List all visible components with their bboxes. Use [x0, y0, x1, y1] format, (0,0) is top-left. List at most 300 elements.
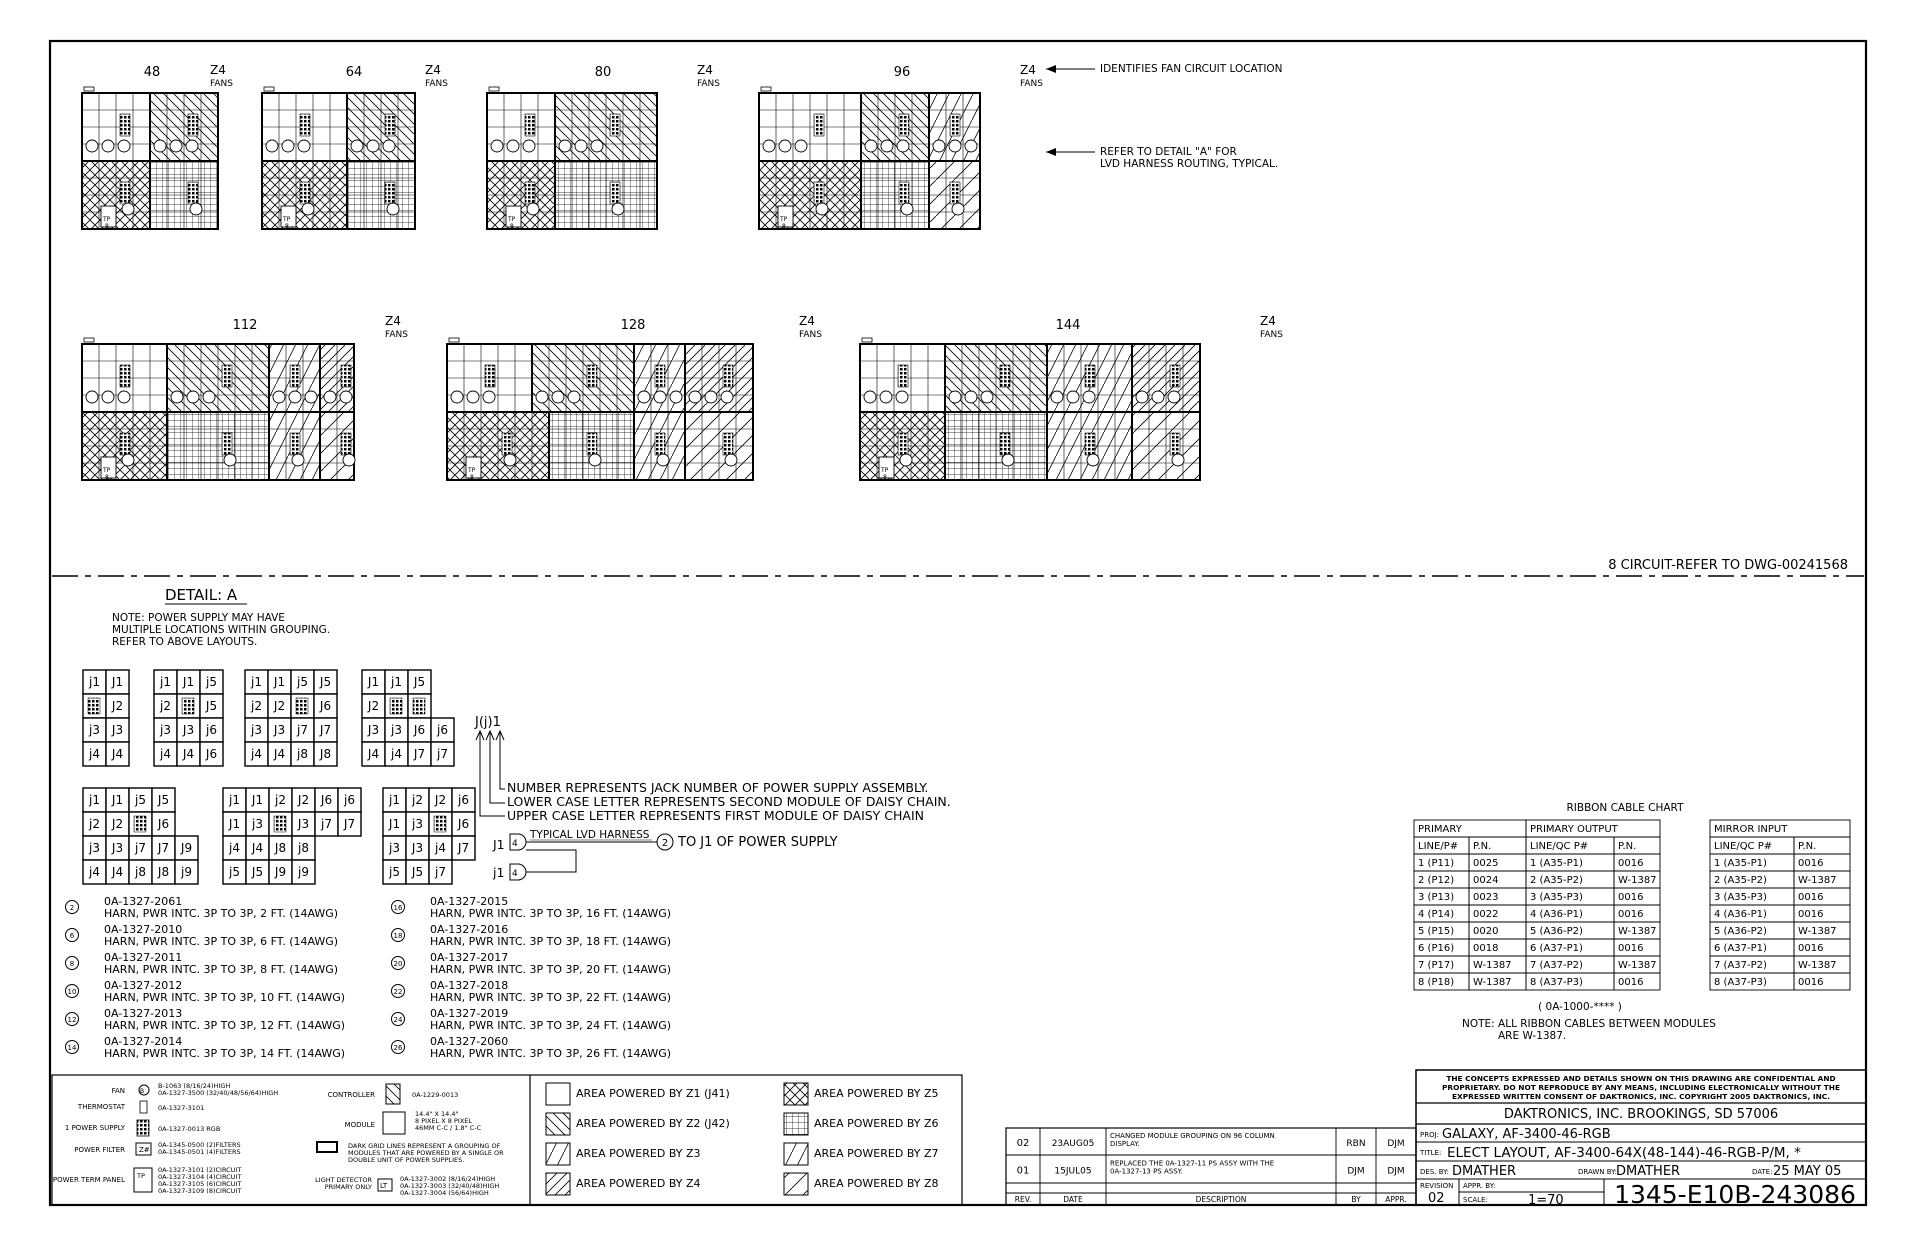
power-supply-icon	[1085, 433, 1095, 455]
layout-96	[759, 87, 980, 230]
fan-icon	[795, 140, 807, 152]
area-legend-item	[784, 1113, 939, 1135]
jack-label: j2	[160, 699, 171, 713]
ribbon-group-label: PRIMARY	[1418, 824, 1462, 835]
jack-label: j4	[391, 747, 402, 761]
ribbon-header: P.N.	[1618, 841, 1637, 852]
jack-label: j5	[229, 865, 240, 879]
jack-label: J5	[205, 699, 218, 713]
fan-icon	[881, 140, 893, 152]
harness-number: 12	[67, 1016, 77, 1024]
jack-label: J6	[413, 723, 426, 737]
harness-number: 18	[393, 932, 403, 940]
power-supply-icon	[502, 433, 512, 455]
power-supply-icon	[587, 365, 597, 387]
power-supply-icon	[300, 114, 310, 136]
tp-label: TP	[508, 216, 516, 223]
tp-number: 8	[782, 223, 786, 230]
fan-icon	[568, 391, 580, 403]
harness-number: 10	[67, 988, 77, 996]
power-supply-icon	[655, 365, 665, 387]
power-term-pn-1: 0A-1327-3101 (2)CIRCUIT	[158, 1166, 242, 1174]
harness-desc: HARN, PWR INTC. 3P TO 3P, 8 FT. (14AWG)	[104, 963, 339, 976]
power-supply-icon	[814, 114, 824, 136]
ribbon-value: 5 (A36-P2)	[1530, 926, 1583, 937]
power-term-label: POWER TERM PANEL	[52, 1176, 125, 1184]
ribbon-value: 0016	[1618, 892, 1644, 903]
jack-label: J4	[251, 841, 264, 855]
harness-item	[392, 1035, 672, 1060]
ribbon-value: 3 (A35-P3)	[1530, 892, 1583, 903]
fan-icon	[897, 140, 909, 152]
power-term-pn-2: 0A-1327-3104 (4)CIRCUIT	[158, 1173, 242, 1181]
harness-circle-icon	[527, 203, 539, 215]
jack-label: J7	[457, 841, 470, 855]
light-detector-pn-2: 0A-1327-3003 (32/40/48)HIGH	[400, 1182, 500, 1190]
jack-label: j4	[229, 841, 240, 855]
ribbon-value: 1 (A35-P1)	[1530, 858, 1583, 869]
scale-label: SCALE:	[1463, 1196, 1488, 1204]
fan-icon	[779, 140, 791, 152]
jack-label: J1	[367, 675, 380, 689]
ribbon-note-2: ARE W-1387.	[1498, 1030, 1567, 1042]
ribbon-value: 2 (A35-P2)	[1530, 875, 1583, 886]
fan-icon	[864, 391, 876, 403]
harness-pn: 0A-1327-2010	[104, 923, 183, 936]
ribbon-value: 0016	[1618, 977, 1644, 988]
power-supply-icon	[188, 182, 198, 204]
fan-icon	[523, 140, 535, 152]
ribbon-value: 6 (A37-P1)	[1530, 943, 1583, 954]
harness-circle-icon	[224, 454, 236, 466]
power-supply-icon	[525, 182, 535, 204]
power-supply-icon	[899, 114, 909, 136]
confidential-1: THE CONCEPTS EXPRESSED AND DETAILS SHOWN ON THIS DRAWING ARE CONFIDENTIAL AND	[1446, 1074, 1836, 1083]
power-supply-icon	[296, 698, 308, 714]
appr-label: APPR. BY:	[1463, 1182, 1496, 1190]
jack-grid	[83, 788, 198, 884]
j1-lower-label: j1	[493, 865, 505, 880]
jack-label: J2	[367, 699, 380, 713]
power-supply-icon	[390, 698, 402, 714]
harness-pn: 0A-1327-2061	[104, 895, 183, 908]
jack-label: J7	[413, 747, 426, 761]
layout-64	[262, 87, 415, 230]
ribbon-value: W-1387	[1618, 875, 1657, 886]
ribbon-value: 7 (P17)	[1418, 960, 1455, 971]
ribbon-value: 2 (P12)	[1418, 875, 1455, 886]
jack-label: j1	[389, 793, 400, 807]
fan-icon	[1136, 391, 1148, 403]
jack-label: J4	[182, 747, 195, 761]
fan-icon	[118, 391, 130, 403]
fan-icon	[170, 140, 182, 152]
power-supply-icon	[188, 114, 198, 136]
fan-icon	[154, 140, 166, 152]
fan-icon	[552, 391, 564, 403]
power-supply-icon	[300, 182, 310, 204]
jack-label: J8	[157, 865, 170, 879]
fans-label: FANS	[1260, 330, 1283, 340]
ribbon-value: 7 (A37-P2)	[1714, 960, 1767, 971]
lt-symbol: LT	[380, 1182, 388, 1190]
power-supply-icon	[120, 365, 130, 387]
fan-icon	[1051, 391, 1063, 403]
company-line: DAKTRONICS, INC. BROOKINGS, SD 57006	[1503, 1107, 1779, 1122]
jack-label: j3	[89, 723, 100, 737]
fans-label: FANS	[210, 79, 233, 89]
fan-icon	[638, 391, 650, 403]
rev-by: RBN	[1346, 1139, 1366, 1149]
area-swatch	[784, 1083, 808, 1105]
des-label: DES. BY:	[1420, 1168, 1449, 1176]
harness-circle-icon	[952, 203, 964, 215]
ribbon-value: 0020	[1473, 926, 1499, 937]
fan-icon	[483, 391, 495, 403]
jack-label: j3	[89, 841, 100, 855]
jack-label: J1	[111, 793, 124, 807]
area-legend-item	[546, 1143, 701, 1165]
scale-value: 1=70	[1528, 1193, 1564, 1208]
power-supply-icon	[120, 433, 130, 455]
jack-label: j8	[297, 747, 308, 761]
ribbon-pn-prefix: ( 0A-1000-**** )	[1538, 1001, 1622, 1013]
fan-icon	[507, 140, 519, 152]
harness-pn: 0A-1327-2011	[104, 951, 183, 964]
jack-label: j1	[89, 793, 100, 807]
jack-label: J4	[111, 747, 124, 761]
power-supply-icon	[120, 114, 130, 136]
harness-circle-icon	[589, 454, 601, 466]
dark-grid-note-3: DOUBLE UNIT OF POWER SUPPLIES.	[348, 1156, 465, 1164]
jack-label: j2	[251, 699, 262, 713]
light-detector-pn-3: 0A-1327-3004 (56/64)HIGH	[400, 1189, 489, 1197]
jack-label: j7	[321, 817, 332, 831]
controller-icon	[386, 1084, 400, 1104]
jack-label: j5	[206, 675, 217, 689]
fans-label: FANS	[385, 330, 408, 340]
controller-icon	[449, 338, 459, 342]
jack-label: j9	[298, 865, 309, 879]
tp-number: 8	[883, 474, 887, 481]
arrow-left-icon	[1046, 65, 1056, 73]
ribbon-value: 5 (P15)	[1418, 926, 1455, 937]
fan-icon	[273, 391, 285, 403]
to-j1-label: TO J1 OF POWER SUPPLY	[678, 835, 838, 850]
callout-fan-circuit: IDENTIFIES FAN CIRCUIT LOCATION	[1100, 63, 1283, 75]
fans-label: FANS	[697, 79, 720, 89]
harness-pn: 0A-1327-2017	[430, 951, 509, 964]
jack-label: J5	[413, 675, 426, 689]
fan-icon	[896, 391, 908, 403]
fan-icon	[1083, 391, 1095, 403]
jack-label: J2	[111, 699, 124, 713]
jack-legend	[474, 715, 951, 880]
harness-item	[392, 1007, 672, 1032]
ribbon-value: W-1387	[1618, 926, 1657, 937]
harness-item	[392, 923, 672, 948]
jack-grid	[83, 670, 129, 766]
jack-label: J7	[343, 817, 356, 831]
harness-num-2: 2	[661, 838, 669, 849]
harness-pn: 0A-1327-2012	[104, 979, 183, 992]
confidential-2: PROPRIETARY. DO NOT REPRODUCE BY ANY MEANS, INCLUDING ELECTRONICALLY WITHOUT THE	[1442, 1083, 1840, 1092]
module-spec-2: 8 PIXEL X 8 PIXEL	[415, 1117, 473, 1125]
jack-grids	[83, 670, 475, 884]
rev-header: BY	[1351, 1195, 1361, 1204]
jack-label: j6	[206, 723, 217, 737]
harness-item	[66, 923, 339, 948]
ribbon-value: 6 (A37-P1)	[1714, 943, 1767, 954]
jack-label: j5	[389, 865, 400, 879]
z4-label: Z4	[425, 63, 441, 77]
power-supply-icon	[434, 816, 446, 832]
fan-icon	[491, 140, 503, 152]
ribbon-value: 0016	[1618, 858, 1644, 869]
area-legend-item	[784, 1083, 939, 1105]
designed-by: DMATHER	[1452, 1164, 1517, 1179]
rev-desc-2: DISPLAY.	[1110, 1140, 1140, 1148]
callouts	[1046, 63, 1848, 573]
layout-label-64: 64	[345, 65, 363, 80]
rev-header: APPR.	[1385, 1195, 1407, 1204]
rev-date: 23AUG05	[1051, 1139, 1095, 1149]
area-swatch	[784, 1173, 808, 1195]
fan-icon	[305, 391, 317, 403]
harness-desc: HARN, PWR INTC. 3P TO 3P, 12 FT. (14AWG)	[104, 1019, 346, 1032]
power-supply-icon	[1000, 365, 1010, 387]
jack-label: j1	[89, 675, 100, 689]
harness-item	[66, 1035, 346, 1060]
ribbon-header: P.N.	[1473, 841, 1492, 852]
legend-lowercase: LOWER CASE LETTER REPRESENTS SECOND MODULE OF DAISY CHAIN.	[507, 794, 951, 809]
jack-grid	[383, 788, 475, 884]
drawn-by: DMATHER	[1616, 1164, 1681, 1179]
z4-label: Z4	[1020, 63, 1036, 77]
ribbon-value: 4 (A36-P1)	[1714, 909, 1767, 920]
harness-circle-icon	[901, 203, 913, 215]
fan-icon	[367, 140, 379, 152]
area-legend-item	[546, 1173, 701, 1195]
harness-number: 2	[69, 904, 75, 912]
fan-icon	[933, 140, 945, 152]
drawing-number: 1345-E10B-243086	[1614, 1180, 1856, 1209]
ribbon-value: 7 (A37-P2)	[1530, 960, 1583, 971]
harness-number: 22	[393, 988, 403, 996]
jack-label: J9	[274, 865, 287, 879]
harness-circle-icon	[725, 454, 737, 466]
layout-112	[82, 338, 355, 481]
jack-label: J2	[297, 793, 310, 807]
display-layouts	[82, 87, 1200, 481]
tp-number: 8	[105, 223, 109, 230]
jack-grid	[362, 670, 454, 766]
ribbon-value: 0022	[1473, 909, 1499, 920]
module-icon	[383, 1112, 405, 1134]
fan-icon	[102, 140, 114, 152]
power-filter-pn-1: 0A-1345-0500 (2)FILTERS	[158, 1141, 241, 1149]
ribbon-group-label: PRIMARY OUTPUT	[1530, 824, 1618, 835]
power-supply-label: 1 POWER SUPPLY	[64, 1124, 125, 1132]
jack-label: J1	[273, 675, 286, 689]
power-supply-icon	[899, 182, 909, 204]
jack-label: J1	[182, 675, 195, 689]
fan-icon	[451, 391, 463, 403]
jack-label: J9	[180, 841, 193, 855]
thermostat-pn: 0A-1327-3101	[158, 1104, 205, 1112]
power-supply-icon	[222, 365, 232, 387]
jack-label: J1	[388, 817, 401, 831]
ribbon-value: 0025	[1473, 858, 1499, 869]
power-supply-icon	[182, 698, 194, 714]
harness-circle-icon	[122, 454, 134, 466]
dark-grid-note-1: DARK GRID LINES REPRESENT A GROUPING OF	[348, 1142, 501, 1150]
jack-label: J5	[251, 865, 264, 879]
fan-icon	[324, 391, 336, 403]
fan-icon	[467, 391, 479, 403]
area-label: AREA POWERED BY Z2 (J42)	[576, 1117, 730, 1130]
harness-circle-icon	[1087, 454, 1099, 466]
fan-icon	[654, 391, 666, 403]
jack-label: j1	[229, 793, 240, 807]
jack-label: J1	[251, 793, 264, 807]
area-legend	[546, 1083, 939, 1195]
controller-pn: 0A-1229-0013	[412, 1091, 459, 1099]
power-supply-icon	[525, 114, 535, 136]
detail-note-2: MULTIPLE LOCATIONS WITHIN GROUPING.	[112, 624, 331, 636]
harness-desc: HARN, PWR INTC. 3P TO 3P, 24 FT. (14AWG)	[430, 1019, 672, 1032]
jack-label: j3	[412, 817, 423, 831]
jack-num-4: 4	[512, 869, 518, 879]
jack-label: J2	[273, 699, 286, 713]
rev-by: DJM	[1347, 1166, 1365, 1177]
jack-num-4: 4	[512, 839, 518, 849]
ribbon-value: W-1387	[1798, 960, 1837, 971]
arrow-left-icon	[1046, 148, 1056, 156]
fan-icon	[705, 391, 717, 403]
fan-icon	[965, 140, 977, 152]
area-swatch	[546, 1113, 570, 1135]
harness-circle-icon	[816, 203, 828, 215]
rev-date: 15JUL05	[1054, 1166, 1092, 1177]
layout-label-80: 80	[594, 65, 612, 80]
jack-label: j5	[297, 675, 308, 689]
harness-circle-icon	[190, 203, 202, 215]
harness-desc: HARN, PWR INTC. 3P TO 3P, 6 FT. (14AWG)	[104, 935, 339, 948]
fan-icon	[1168, 391, 1180, 403]
harness-desc: HARN, PWR INTC. 3P TO 3P, 20 FT. (14AWG)	[430, 963, 672, 976]
ribbon-header: LINE/P#	[1418, 841, 1459, 852]
rev-header: REV.	[1014, 1195, 1032, 1204]
power-supply-icon	[723, 433, 733, 455]
jack-label: j4	[435, 841, 446, 855]
jack-label: J5	[411, 865, 424, 879]
jack-label: J4	[111, 865, 124, 879]
harness-desc: HARN, PWR INTC. 3P TO 3P, 22 FT. (14AWG)	[430, 991, 672, 1004]
ribbon-value: 4 (A36-P1)	[1530, 909, 1583, 920]
rev-number: 02	[1016, 1138, 1030, 1149]
harness-number: 6	[69, 932, 75, 940]
module-spec-3: 46MM C-C / 1.8" C-C	[415, 1124, 482, 1132]
module-spec-1: 14.4" X 14.4"	[415, 1110, 459, 1118]
project-name: GALAXY, AF-3400-46-RGB	[1442, 1127, 1611, 1142]
harness-desc: HARN, PWR INTC. 3P TO 3P, 16 FT. (14AWG)	[430, 907, 672, 920]
thermostat-label: THERMOSTAT	[77, 1103, 125, 1111]
power-supply-icon	[610, 182, 620, 204]
fans-label: FANS	[425, 79, 448, 89]
ribbon-value: 2 (A35-P2)	[1714, 875, 1767, 886]
fan-icon	[351, 140, 363, 152]
circuit-reference: 8 CIRCUIT-REFER TO DWG-00241568	[1608, 558, 1848, 573]
ribbon-value: 4 (P14)	[1418, 909, 1455, 920]
harness-circle-icon	[302, 203, 314, 215]
harness-pn: 0A-1327-2013	[104, 1007, 183, 1020]
ribbon-header: LINE/QC P#	[1530, 841, 1589, 852]
harness-number: 24	[393, 1016, 403, 1024]
controller-icon	[489, 87, 499, 91]
harness-pn: 0A-1327-2060	[430, 1035, 509, 1048]
layout-label-144: 144	[1055, 318, 1081, 333]
detail-a	[112, 586, 330, 648]
ribbon-cable-chart	[1414, 802, 1850, 1042]
jack-label: J8	[274, 841, 287, 855]
jack-label: J8	[319, 747, 332, 761]
power-supply-icon	[290, 365, 300, 387]
z4-label: Z4	[385, 314, 401, 328]
power-supply-icon	[950, 182, 960, 204]
fan-icon	[340, 391, 352, 403]
harness-item	[66, 895, 339, 920]
ribbon-value: 0023	[1473, 892, 1499, 903]
power-supply-icon	[137, 1120, 149, 1136]
date-label: DATE:	[1752, 1168, 1773, 1176]
fan-icon	[949, 140, 961, 152]
jack-label: J1	[228, 817, 241, 831]
fan-icon	[559, 140, 571, 152]
thermostat-icon	[140, 1101, 147, 1113]
fan-icon	[689, 391, 701, 403]
harness-item	[392, 979, 672, 1004]
power-supply-icon	[485, 365, 495, 387]
ribbon-value: 8 (P18)	[1418, 977, 1455, 988]
jack-label: j7	[135, 841, 146, 855]
z4-label: Z4	[210, 63, 226, 77]
fan-icon	[289, 391, 301, 403]
jack-label: j3	[252, 817, 263, 831]
fan-icon	[721, 391, 733, 403]
harness-item	[392, 895, 672, 920]
drawing-title: ELECT LAYOUT, AF-3400-64X(48-144)-46-RGB-P/M, *	[1447, 1145, 1801, 1161]
power-supply-icon	[814, 182, 824, 204]
area-swatch	[546, 1083, 570, 1105]
harness-desc: HARN, PWR INTC. 3P TO 3P, 14 FT. (14AWG)	[104, 1047, 346, 1060]
harness-circle-icon	[387, 203, 399, 215]
power-supply-icon	[134, 816, 146, 832]
fans-label: FANS	[799, 330, 822, 340]
light-detector-label-2: PRIMARY ONLY	[324, 1183, 372, 1191]
fan-icon	[86, 140, 98, 152]
harness-number: 14	[67, 1044, 77, 1052]
ribbon-group-label: MIRROR INPUT	[1714, 824, 1788, 835]
fan-icon	[865, 140, 877, 152]
layout-label-48: 48	[143, 65, 161, 80]
controller-icon	[761, 87, 771, 91]
ribbon-value: 3 (A35-P3)	[1714, 892, 1767, 903]
power-term-pn-4: 0A-1327-3109 (8)CIRCUIT	[158, 1187, 242, 1195]
harness-desc: HARN, PWR INTC. 3P TO 3P, 26 FT. (14AWG)	[430, 1047, 672, 1060]
power-supply-icon	[723, 365, 733, 387]
power-supply-pn: 0A-1327-0013 RGB	[158, 1125, 221, 1133]
